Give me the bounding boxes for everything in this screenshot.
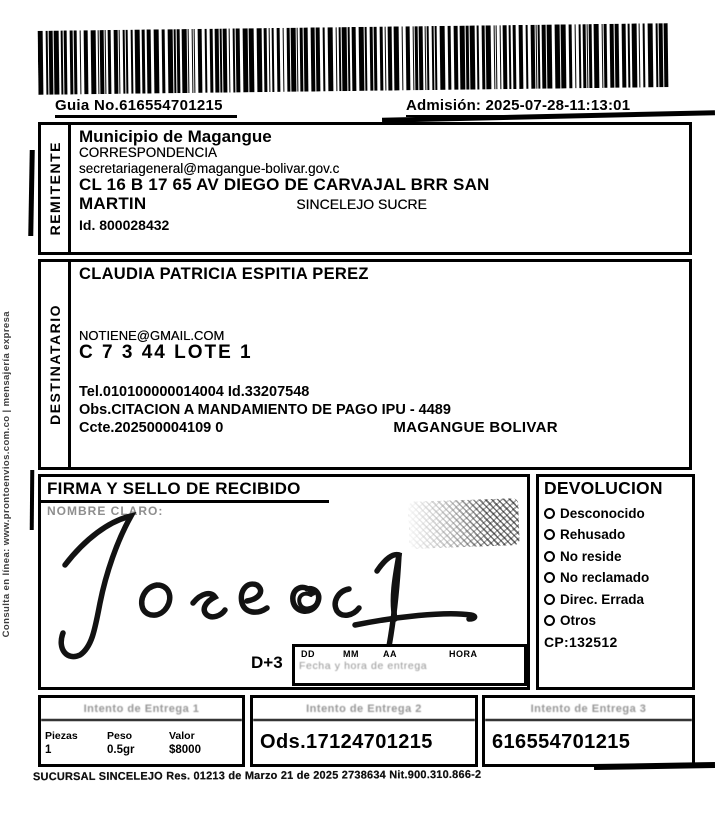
recipient-content xyxy=(71,262,689,467)
attempt-2-header: Intento de Entrega 2 xyxy=(253,698,475,721)
pieces-label: Piezas xyxy=(45,729,78,742)
weight-label: Peso xyxy=(107,729,133,742)
attempt-2-box xyxy=(250,695,478,767)
footer-line xyxy=(594,762,715,770)
recipient-section xyxy=(38,259,692,470)
recipient-address: C 7 3 44 LOTE 1 xyxy=(79,342,253,363)
sender-section xyxy=(38,122,692,255)
guia-number: Guia No.616554701215 xyxy=(55,97,237,118)
sender-id: Id. 800028432 xyxy=(79,216,170,233)
devolution-option-otros xyxy=(544,613,687,628)
barcode xyxy=(38,23,669,95)
recipient-tel-id: Tel.010100000014004 Id.33207548 xyxy=(79,384,310,400)
radio-circle-icon xyxy=(544,551,555,562)
date-label-aa: AA xyxy=(383,649,397,659)
recipient-label-column xyxy=(41,262,71,467)
devolution-option-no-reclamado xyxy=(544,570,687,585)
sender-city: SINCELEJO SUCRE xyxy=(296,195,428,212)
devolution-option-label: No reclamado xyxy=(560,570,650,585)
devolution-option-label: No reside xyxy=(560,548,622,564)
sender-department: CORRESPONDENCIA xyxy=(79,144,218,160)
radio-circle-icon xyxy=(544,529,555,540)
devolution-option-label: Direc. Errada xyxy=(560,591,645,607)
devolution-option-label: Desconocido xyxy=(560,505,645,521)
recipient-name: CLAUDIA PATRICIA ESPITIA PEREZ xyxy=(79,265,369,283)
date-label-dd: DD xyxy=(301,649,315,659)
value-label: Valor xyxy=(169,729,195,742)
radio-circle-icon xyxy=(544,594,555,605)
clear-name-label: NOMBRE CLARO: xyxy=(47,504,164,518)
recipient-email: NOTIENE@GMAIL.COM xyxy=(79,328,225,343)
d-plus-3-label: D+3 xyxy=(251,653,283,672)
admission-datetime: Admisión: 2025-07-28-11:13:01 xyxy=(406,97,630,117)
radio-circle-icon xyxy=(544,615,555,626)
recipient-section-label: DESTINATARIO xyxy=(46,304,63,425)
radio-circle-icon xyxy=(544,508,555,519)
devolution-option-rehusado xyxy=(544,527,687,542)
signature-section xyxy=(38,474,530,690)
devolution-option-label: Rehusado xyxy=(560,527,626,542)
radio-circle-icon xyxy=(544,572,555,583)
weight-value: 0.5gr xyxy=(107,743,135,756)
sender-content xyxy=(71,125,689,252)
side-text-wrap xyxy=(1,253,12,695)
online-tracking-text: Consulta en línea: www.prontoenvios.com.co | mensajería expresa xyxy=(1,310,12,638)
ods-number: Ods.17124701215 xyxy=(260,731,433,753)
sender-section-label: REMITENTE xyxy=(46,141,63,236)
devolution-section xyxy=(536,474,695,690)
date-label-hora: HORA xyxy=(449,649,478,659)
value-amount: $8000 xyxy=(169,743,201,756)
recipient-account: Ccte.202500004109 0 xyxy=(79,420,224,437)
scan-artifact-bar xyxy=(30,470,35,530)
delivery-date-box xyxy=(292,644,527,686)
devolution-option-label: Otros xyxy=(560,613,597,628)
branch-footer: SUCURSAL SINCELEJO Res. 01213 de Marzo 21 de 2025 2738634 Nit.900.310.866-2 xyxy=(32,768,482,784)
package-details xyxy=(41,730,242,756)
attempt-1-header: Intento de Entrega 1 xyxy=(41,698,242,721)
sender-address-line1: CL 16 B 17 65 AV DIEGO DE CARVAJAL BRR SAN xyxy=(79,175,490,195)
devolution-option-direc-errada xyxy=(544,592,687,607)
devolution-option-no-reside xyxy=(544,549,687,564)
signature-title: FIRMA Y SELLO DE RECIBIDO xyxy=(41,478,329,503)
sender-address-line2: MARTIN xyxy=(79,193,147,213)
devolution-title: DEVOLUCION xyxy=(544,478,663,498)
guia-number-bottom: 616554701215 xyxy=(492,731,631,753)
recipient-observation: Obs.CITACION A MANDAMIENTO DE PAGO IPU - 4489 xyxy=(79,402,451,419)
date-box-caption: Fecha y hora de entrega xyxy=(299,660,428,672)
date-label-mm: MM xyxy=(343,649,359,659)
devolution-option-desconocido xyxy=(544,506,687,521)
sender-name: Municipio de Magangue xyxy=(79,127,272,146)
recipient-city: MAGANGUE BOLIVAR xyxy=(393,419,558,437)
sender-label-column xyxy=(41,125,71,252)
sender-email: secretariageneral@magangue-bolivar.gov.c xyxy=(79,160,340,176)
scan-artifact-bar xyxy=(28,150,35,236)
attempt-3-box xyxy=(482,695,695,767)
postal-code: CP:132512 xyxy=(544,634,618,650)
attempt-3-header: Intento de Entrega 3 xyxy=(485,698,692,721)
pieces-value: 1 xyxy=(45,743,52,756)
attempt-1-box xyxy=(38,695,245,767)
